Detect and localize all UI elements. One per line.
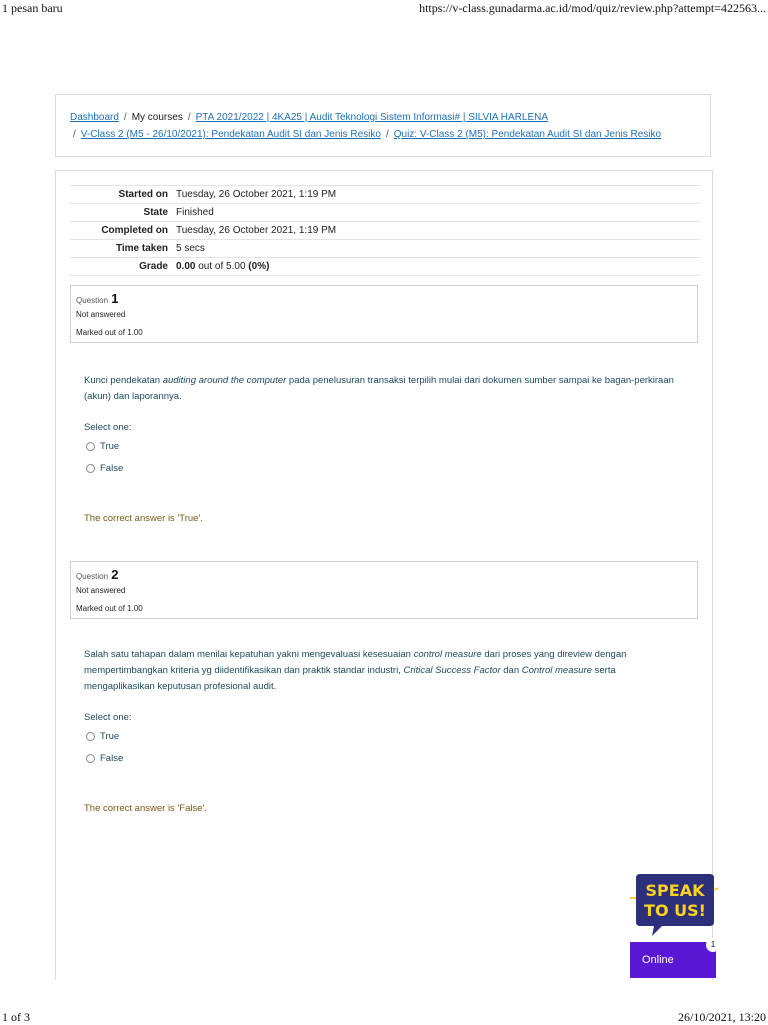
question-text-emphasis: control measure xyxy=(413,649,482,660)
breadcrumb-line-1 xyxy=(70,112,548,123)
option-true-label: True xyxy=(100,731,120,742)
question-1-text xyxy=(84,373,674,405)
print-header-url: https://v-class.gunadarma.ac.id/mod/quiz/review.php?attempt=422563... xyxy=(419,1,766,15)
question-text-emphasis: Critical Success Factor xyxy=(403,665,501,676)
online-label: Online xyxy=(642,954,674,966)
question-text-part: pada penelusuran transaksi terpilih mulai dari dokumen sumber sampai ke bagan-perkiraan (akun) dan laporannya. xyxy=(84,375,674,402)
print-header xyxy=(0,0,768,20)
quiz-review-card xyxy=(55,170,713,980)
breadcrumb-my-courses: My courses xyxy=(131,112,183,123)
breadcrumb-section-link[interactable]: V-Class 2 (M5 - 26/10/2021): Pendekatan Audit SI dan Jenis Resiko xyxy=(80,129,381,140)
question-2-text xyxy=(84,647,674,695)
question-number-value: 2 xyxy=(111,567,119,582)
question-2-option-false[interactable] xyxy=(86,753,123,764)
question-word: Question xyxy=(76,572,109,581)
grade-percent: (0%) xyxy=(248,261,270,272)
badge-line-2: TO US! xyxy=(644,901,706,920)
breadcrumb-separator: / xyxy=(187,112,191,123)
started-label: Started on xyxy=(118,189,168,200)
breadcrumb-separator: / xyxy=(73,129,76,140)
breadcrumb-separator: / xyxy=(385,129,389,140)
question-state: Not answered xyxy=(76,586,126,595)
grade-label: Grade xyxy=(139,261,168,272)
breadcrumb-course-link[interactable]: PTA 2021/2022 | 4KA25 | Audit Teknologi Sistem Informasi# | SILVIA HARLENA xyxy=(195,112,549,123)
question-number xyxy=(76,291,119,306)
radio-true[interactable] xyxy=(86,442,95,451)
breadcrumb-line-2 xyxy=(73,129,661,140)
speak-to-us-badge[interactable] xyxy=(628,868,718,940)
badge-line-1: SPEAK xyxy=(645,881,705,900)
attempt-summary-table xyxy=(70,185,700,276)
summary-row-completed xyxy=(70,222,700,240)
summary-row-started xyxy=(70,186,700,204)
completed-label: Completed on xyxy=(101,225,168,236)
state-value: Finished xyxy=(176,207,214,218)
option-true-label: True xyxy=(100,441,120,452)
question-text-part: serta mengaplikasikan keputusan profesional audit. xyxy=(84,665,616,692)
grade-value xyxy=(176,258,700,276)
question-number xyxy=(76,567,119,582)
summary-row-grade xyxy=(70,258,700,276)
question-text-part: Salah satu tahapan dalam menilai kepatuhan yakni mengevaluasi kesesuaian xyxy=(84,649,414,660)
grade-score: 0.00 xyxy=(176,261,196,272)
option-false-label: False xyxy=(100,463,124,474)
radio-true[interactable] xyxy=(86,732,95,741)
select-one-label: Select one: xyxy=(84,422,132,433)
started-value: Tuesday, 26 October 2021, 1:19 PM xyxy=(176,189,337,200)
question-state: Not answered xyxy=(76,310,126,319)
question-text-emphasis: auditing around the computer xyxy=(162,375,287,386)
spark-line-icon xyxy=(714,888,718,890)
question-1-option-false[interactable] xyxy=(86,463,123,474)
breadcrumb xyxy=(55,94,711,157)
completed-value: Tuesday, 26 October 2021, 1:19 PM xyxy=(176,225,337,236)
page-count: 1 of 3 xyxy=(2,1010,30,1024)
question-text-part: dari proses yang direview dengan mempertimbangkan kriteria yg diidentifikasikan dan praktik standar industri, xyxy=(84,649,627,676)
question-1-option-true[interactable] xyxy=(86,441,119,452)
question-text-emphasis: Control measure xyxy=(521,665,592,676)
notification-count-badge: 1 xyxy=(706,938,720,952)
option-false-label: False xyxy=(100,753,124,764)
question-1-correct-answer: The correct answer is 'True'. xyxy=(84,513,203,524)
question-word: Question xyxy=(76,296,109,305)
question-1-info xyxy=(70,285,698,343)
summary-row-state xyxy=(70,204,700,222)
print-timestamp: 26/10/2021, 13:20 xyxy=(677,1010,766,1024)
question-number-value: 1 xyxy=(111,291,119,306)
question-text-part: Kunci pendekatan xyxy=(84,375,163,386)
chat-online-tab[interactable] xyxy=(630,942,716,978)
breadcrumb-quiz-link[interactable]: Quiz: V-Class 2 (M5): Pendekatan Audit SI dan Jenis Resiko xyxy=(393,129,662,140)
print-header-title: 1 pesan baru xyxy=(2,1,63,15)
question-text-part: dan xyxy=(500,665,522,676)
time-taken-label: Time taken xyxy=(115,243,168,254)
question-2-correct-answer: The correct answer is 'False'. xyxy=(84,803,207,814)
radio-false[interactable] xyxy=(86,464,95,473)
summary-row-time xyxy=(70,240,700,258)
print-footer xyxy=(0,1010,768,1024)
question-2-option-true[interactable] xyxy=(86,731,119,742)
state-label: State xyxy=(143,207,168,218)
time-taken-value: 5 secs xyxy=(176,243,205,254)
radio-false[interactable] xyxy=(86,754,95,763)
breadcrumb-dashboard-link[interactable]: Dashboard xyxy=(70,112,119,123)
grade-out-of: out of 5.00 xyxy=(195,261,249,272)
question-mark: Marked out of 1.00 xyxy=(76,328,143,337)
question-2-info xyxy=(70,561,698,619)
select-one-label: Select one: xyxy=(84,712,132,723)
breadcrumb-separator: / xyxy=(123,112,127,123)
question-mark: Marked out of 1.00 xyxy=(76,604,143,613)
